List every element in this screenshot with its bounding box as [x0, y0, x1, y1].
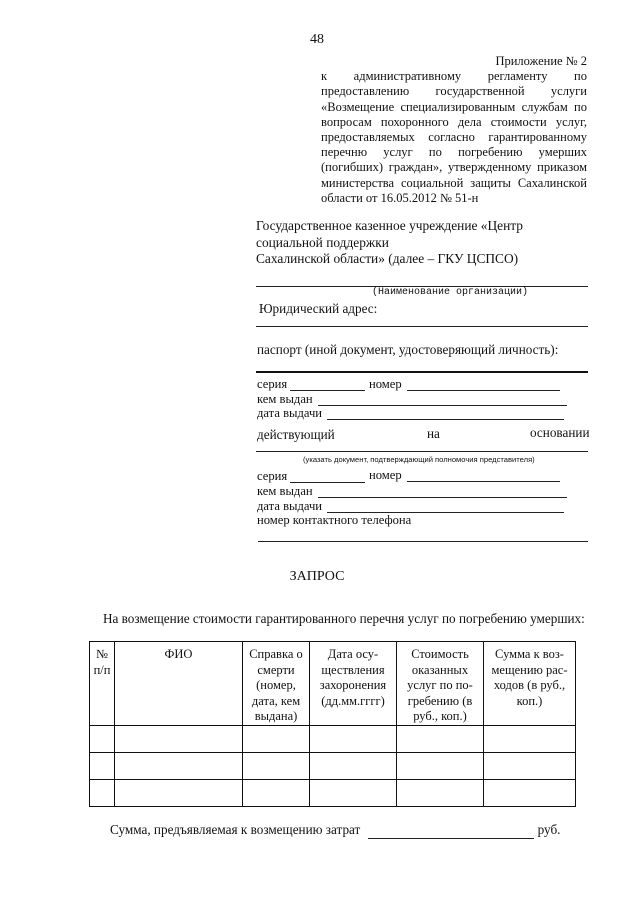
recipient-line-2: Сахалинской области» (далее – ГКУ ЦСПСО) — [256, 251, 519, 266]
table-cell — [310, 753, 397, 780]
series-label: серия — [257, 377, 288, 391]
table-cell — [484, 726, 576, 753]
header-death-certificate-line: смерти — [257, 662, 295, 677]
issue-date-field — [327, 419, 564, 420]
recipient-block — [256, 218, 588, 268]
issued-by-label: кем выдан — [257, 392, 313, 406]
table-row — [90, 780, 576, 807]
table-row — [90, 753, 576, 780]
header-death-certificate — [243, 642, 310, 726]
header-number — [90, 642, 115, 726]
table-cell — [115, 726, 243, 753]
table-body — [90, 726, 576, 807]
header-service-cost-line: Стоимость — [411, 647, 469, 661]
sum-label: Сумма, предъявляемая к возмещению затрат — [110, 822, 361, 837]
header-reimbursement-sum-line: ходов (в руб., — [493, 678, 566, 692]
table-cell — [115, 753, 243, 780]
issued-by-field-2 — [318, 497, 567, 498]
table-header-row — [90, 642, 576, 726]
header-death-certificate-line: (номер, — [256, 678, 296, 692]
table-cell — [243, 753, 310, 780]
request-title: ЗАПРОС — [289, 569, 345, 584]
table-cell — [115, 780, 243, 807]
legal-address-label: Юридический адрес: — [259, 301, 378, 316]
header-burial-date-line: ществления — [321, 662, 385, 677]
table-cell — [310, 780, 397, 807]
header-death-certificate-line: выдана) — [254, 709, 298, 723]
appendix-title: Приложение № 2 — [495, 54, 587, 68]
issued-by-field — [318, 405, 567, 406]
appendix-block — [321, 54, 587, 206]
representative-doc-line — [256, 451, 588, 452]
issued-by-label-2: кем выдан — [257, 484, 313, 498]
header-burial-date-line: (дд.мм.гггг) — [321, 693, 385, 708]
series-field-2 — [290, 482, 365, 483]
table-cell — [484, 780, 576, 807]
header-service-cost-line: гребению (в — [407, 693, 473, 708]
header-burial-date-line: Дата осу- — [327, 647, 379, 661]
table-cell — [243, 780, 310, 807]
header-full-name-line: ФИО — [164, 647, 193, 661]
sum-unit: руб. — [537, 822, 561, 837]
header-reimbursement-sum-line: Сумма к воз- — [495, 647, 564, 661]
header-burial-date-line: захоронения — [319, 678, 387, 692]
header-service-cost-line: оказанных — [411, 662, 469, 677]
number-label-2: номер — [369, 468, 402, 482]
issue-date-label-2: дата выдачи — [257, 499, 323, 513]
phone-field — [258, 541, 588, 542]
table-cell — [90, 753, 115, 780]
header-number-line: п/п — [93, 662, 111, 677]
passport-label: паспорт (иной документ, удостоверяющий личность): — [257, 342, 559, 357]
table-cell — [397, 753, 484, 780]
claims-table — [89, 641, 576, 807]
header-reimbursement-sum-line: мещению рас- — [491, 662, 568, 677]
header-number-line: № — [96, 647, 108, 661]
header-reimbursement-sum-line: коп.) — [516, 693, 543, 708]
table-cell — [310, 726, 397, 753]
header-reimbursement-sum — [484, 642, 576, 726]
header-death-certificate-line: Справка о — [249, 647, 303, 661]
legal-address-line — [256, 326, 588, 327]
acting-word-3: основании — [530, 425, 590, 440]
acting-word-2: на — [427, 426, 440, 441]
table-cell — [90, 780, 115, 807]
passport-separator — [256, 371, 588, 373]
table-row — [90, 726, 576, 753]
header-death-certificate-line: дата, кем — [251, 693, 301, 708]
org-name-hint: (Наименование организации) — [372, 287, 529, 298]
acting-word-1: действующий — [257, 427, 335, 442]
header-burial-date — [310, 642, 397, 726]
recipient-line-1: Государственное казенное учреждение «Центр социальной поддержки — [256, 218, 523, 250]
series-field — [290, 390, 365, 391]
header-service-cost — [397, 642, 484, 726]
appendix-text: к административному регламенту по предоставлению государственной услуги «Возмещение специализированным службам по вопросам похоронного дела стоимости услуг, предоставляемых согласно гарантированному перечню услуг по погребению умерших (погибших) граждан», утвержденному приказом министерства социальной защиты Сахалинской области от 16.05.2012 № 51-н — [321, 69, 587, 205]
table-cell — [397, 780, 484, 807]
number-field — [407, 390, 560, 391]
series-label-2: серия — [257, 469, 288, 483]
page-number: 48 — [310, 32, 324, 47]
header-full-name — [115, 642, 243, 726]
header-service-cost-line: руб., коп.) — [413, 709, 467, 723]
number-field-2 — [407, 481, 560, 482]
sum-line — [110, 822, 560, 839]
table-cell — [397, 726, 484, 753]
issue-date-label: дата выдачи — [257, 406, 323, 420]
sum-field — [368, 822, 534, 839]
phone-label: номер контактного телефона — [257, 513, 412, 527]
representative-doc-hint: (указать документ, подтверждающий полномочия представителя) — [303, 455, 535, 464]
table-cell — [90, 726, 115, 753]
header-service-cost-line: услуг по по- — [407, 678, 473, 692]
table-cell — [243, 726, 310, 753]
request-intro: На возмещение стоимости гарантированного перечня услуг по погребению умерших: — [103, 611, 585, 626]
number-label: номер — [369, 377, 402, 391]
table-cell — [484, 753, 576, 780]
